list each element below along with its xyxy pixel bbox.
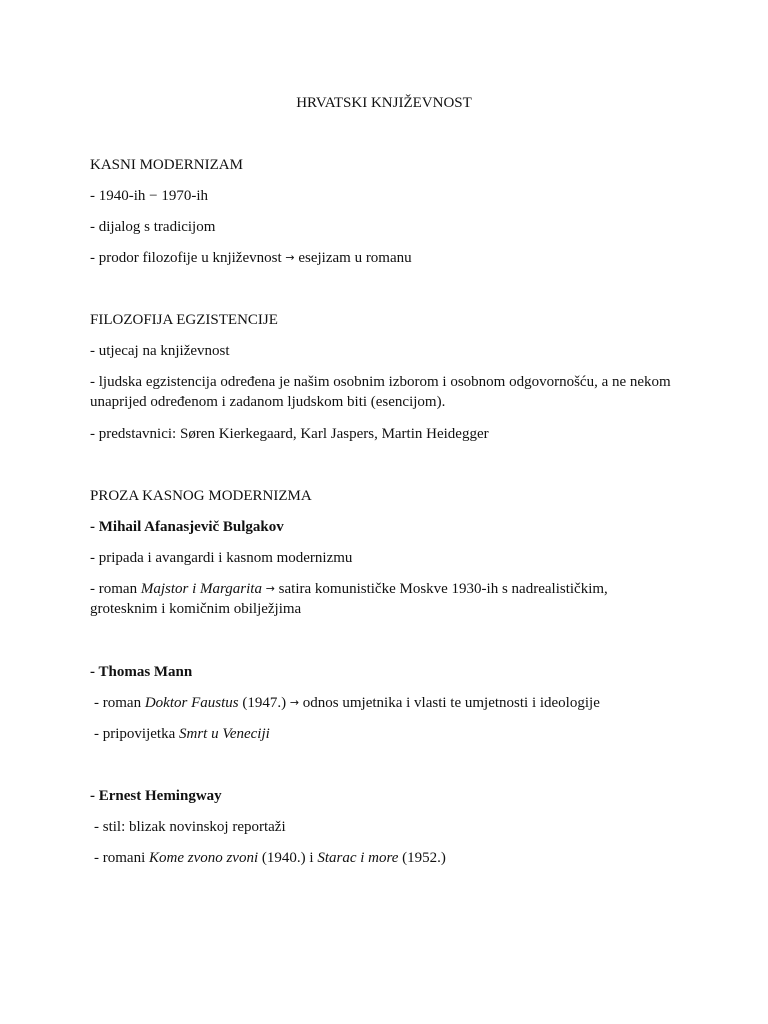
list-item-text: satira komunističke Moskve 1930-ih s nadrealističkim, grotesknim i komičnim obilježjima	[90, 581, 608, 617]
heading-filozofija-egzistencije: FILOZOFIJA EGZISTENCIJE	[90, 312, 278, 328]
list-item-text: - roman	[94, 695, 145, 711]
list-item	[94, 848, 694, 868]
arrow-right-icon: →	[289, 696, 300, 709]
list-item-text: - romani	[94, 850, 149, 866]
list-item: - dijalog s tradicijom	[90, 219, 216, 235]
list-item-text: odnos umjetnika i vlasti te umjetnosti i ideologije	[302, 695, 600, 711]
list-item-text: - pripovijetka	[94, 726, 179, 742]
arrow-right-icon: →	[265, 582, 275, 595]
heading-proza-kasnog-modernizma: PROZA KASNOG MODERNIZMA	[90, 488, 312, 504]
list-item	[90, 579, 650, 619]
page-title: HRVATSKI KNJIŽEVNOST	[296, 95, 472, 111]
author-heading-mann: - Thomas Mann	[90, 664, 193, 680]
list-item: - ljudska egzistencija određena je našim osobnim izborom i osobnom odgovornošću, a ne nekom unaprijed određenom i zadanom ljudskom biti (esencijom).	[90, 374, 671, 410]
list-item: - 1940-ih − 1970-ih	[90, 188, 209, 204]
list-item-text: esejizam u romanu	[298, 250, 412, 266]
list-item-text: (1947.)	[238, 695, 290, 711]
work-title: Kome zvono zvoni	[148, 850, 259, 866]
work-title: Doktor Faustus	[144, 695, 239, 711]
list-item-text: - prodor filozofije u književnost	[90, 250, 282, 266]
list-item: - predstavnici: Søren Kierkegaard, Karl Jaspers, Martin Heidegger	[90, 426, 489, 442]
author-heading-bulgakov: - Mihail Afanasjevič Bulgakov	[90, 519, 284, 535]
list-item-text: - roman	[90, 581, 141, 597]
list-item: - stil: blizak novinskoj reportaži	[94, 819, 286, 835]
list-item: - pripada i avangardi i kasnom modernizmu	[90, 550, 353, 566]
work-title: Starac i more	[317, 850, 399, 866]
list-item: - utjecaj na književnost	[90, 343, 230, 359]
arrow-right-icon: →	[285, 251, 295, 264]
list-item	[94, 724, 694, 744]
list-item-text: (1940.) i	[258, 850, 318, 866]
author-heading-hemingway: - Ernest Hemingway	[90, 788, 222, 804]
heading-kasni-modernizam: KASNI MODERNIZAM	[90, 157, 243, 173]
work-title: Majstor i Margarita	[140, 581, 262, 597]
list-item-text: (1952.)	[398, 850, 446, 866]
list-item	[94, 693, 694, 713]
work-title: Smrt u Veneciji	[178, 726, 270, 742]
list-item	[90, 248, 690, 268]
